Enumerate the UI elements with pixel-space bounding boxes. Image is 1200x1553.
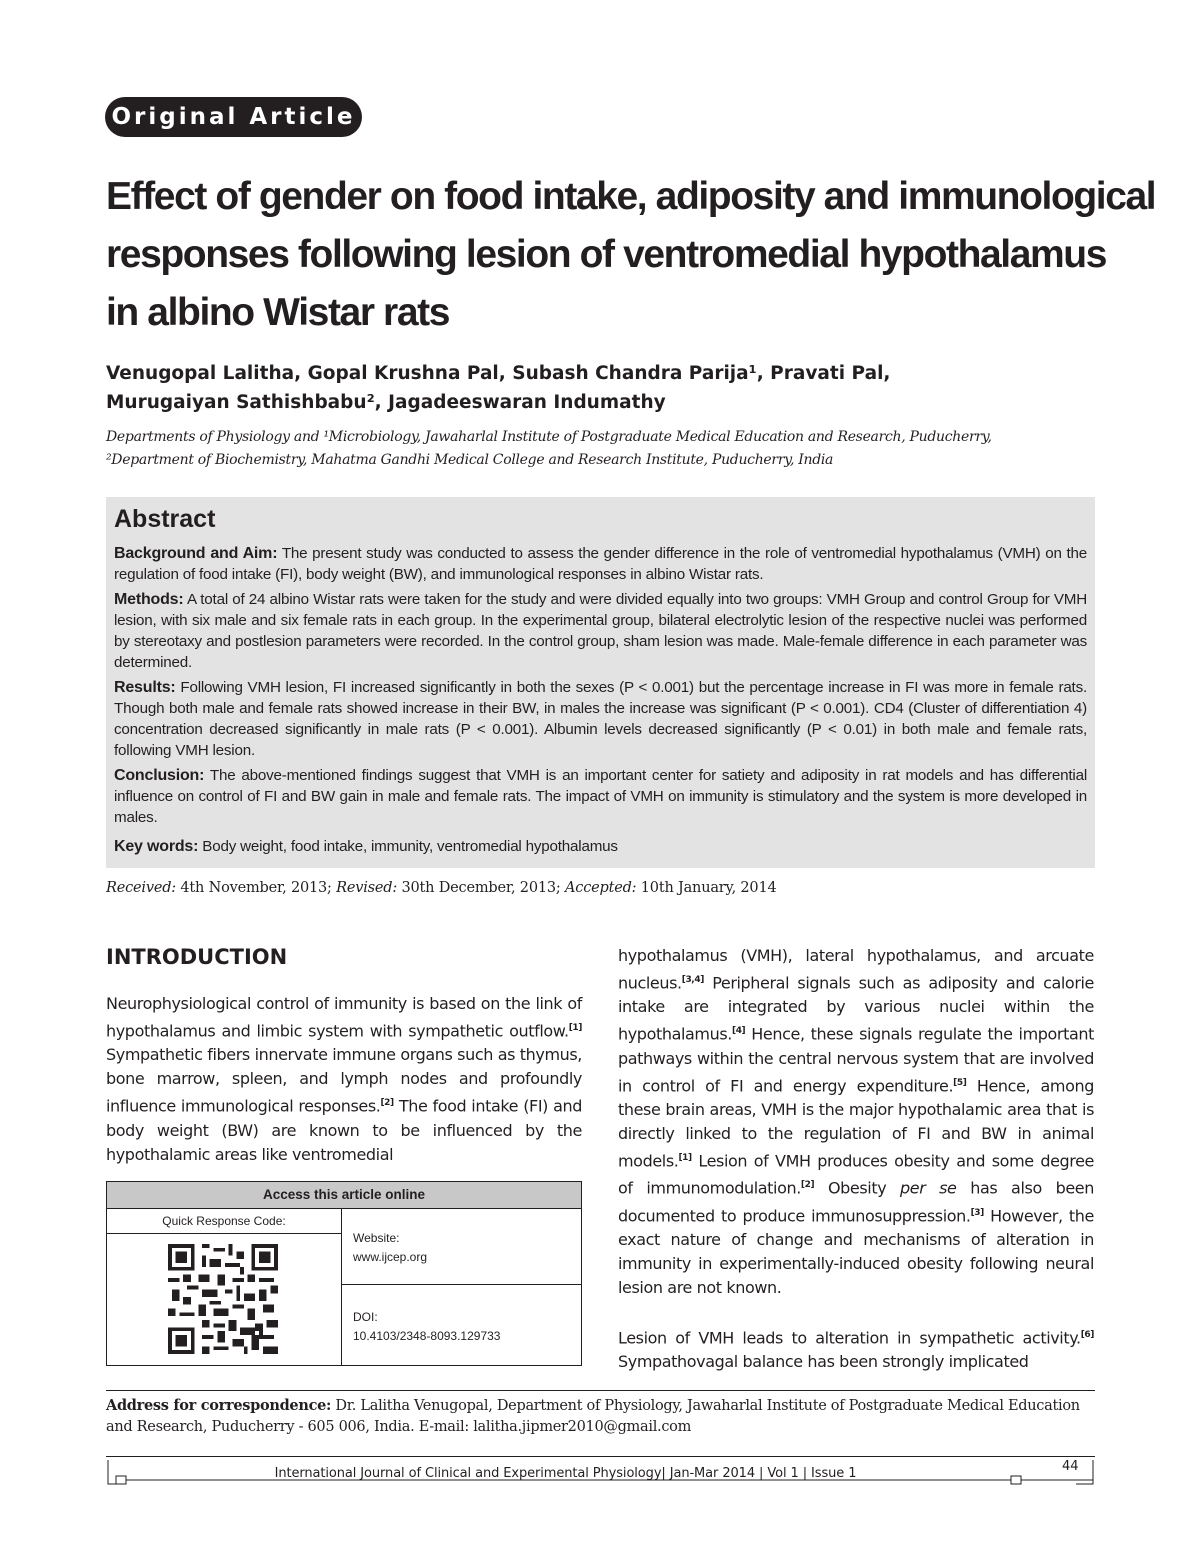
body-text: The food intake (FI) and body weight (BW) are known to be influenced by the hypothalamic areas like ventromedial: [106, 1096, 582, 1164]
citation[interactable]: [4]: [731, 1026, 746, 1037]
body-text: Sympathovagal balance has been strongly implicated: [618, 1352, 1029, 1372]
abstract-results: [114, 677, 1087, 761]
abstract-text: Body weight, food intake, immunity, ventromedial hypothalamus: [198, 838, 618, 855]
doi-label: DOI:: [353, 1310, 378, 1324]
title-line: responses following lesion of ventromedial hypothalamus: [106, 233, 1107, 276]
body-text-italic: per se: [900, 1178, 957, 1198]
body-text: Lesion of VMH produces obesity and some degree of immunomodulation.: [618, 1151, 1094, 1198]
author-line: Murugaiyan Sathishbabu², Jagadeeswaran Indumathy: [106, 392, 666, 413]
correspondence-rule: [106, 1390, 1095, 1391]
citation[interactable]: [5]: [953, 1077, 967, 1088]
date-label: Revised:: [336, 880, 398, 896]
date-value: 30th December, 2013;: [397, 880, 565, 896]
body-text: Hence, these signals regulate the important pathways within the central nervous system that are involved in control of FI and energy expenditure.: [618, 1024, 1094, 1095]
correspondence-label: Address for correspondence:: [106, 1397, 332, 1414]
body-text: Hence, among these brain areas, VMH is the major hypothalamic area that is directly linked to the regulation of FI and BW in animal models.: [618, 1075, 1094, 1171]
body-text: Lesion of VMH leads to alteration in sympathetic activity.: [618, 1328, 1081, 1348]
affiliations: [106, 426, 1106, 472]
abstract-background: [114, 543, 1087, 585]
access-article-box: [106, 1181, 582, 1366]
correspondence-text: Dr. Lalitha Venugopal, Department of Physiology, Jawaharlal Institute of Postgraduate Medical Education and Research, Puducherry - 605 006, India. E-mail: lalitha.jipmer2010@gmail.com: [106, 1398, 1080, 1435]
intro-paragraph: [106, 992, 582, 1167]
abstract-label: Background and Aim:: [114, 545, 278, 562]
publication-dates: [106, 877, 1106, 899]
abstract-label: Key words:: [114, 838, 199, 855]
page-number: 44: [1062, 1459, 1079, 1474]
qr-code-label: Quick Response Code:: [107, 1209, 341, 1234]
body-text: Neurophysiological control of immunity is based on the link of hypothalamus and limbic system with sympathetic outflow.: [106, 994, 582, 1041]
body-text: Sympathetic fibers innervate immune organs such as thymus, bone marrow, spleen, and lymph nodes and profoundly influence immunological responses.: [106, 1045, 582, 1116]
article-type-badge: Original Article: [105, 97, 362, 137]
citation[interactable]: [1]: [568, 1023, 582, 1033]
author-list: [106, 359, 1106, 417]
body-text: has also been documented to produce immunosuppression.: [618, 1178, 1094, 1225]
intro-paragraph: [618, 944, 1094, 1300]
abstract-label: Conclusion:: [114, 767, 205, 784]
citation[interactable]: [2]: [800, 1180, 815, 1191]
box-divider: [342, 1284, 581, 1285]
title-line: in albino Wistar rats: [106, 291, 449, 334]
abstract-keywords: [114, 836, 1087, 857]
correspondence-address: [106, 1395, 1095, 1438]
body-text: Peripheral signals such as adiposity and calorie intake are integrated by various nuclei within the hypothalamus.: [618, 973, 1094, 1044]
journal-footer: International Journal of Clinical and Experimental Physiology| Jan-Mar 2014 | Vol 1 | Issue 1: [274, 1466, 857, 1481]
abstract-text: The present study was conducted to assess the gender difference in the role of ventromedial hypothalamus (VMH) on the regulation of food intake (FI), body weight (BW), and immunological responses in albino Wistar rats.: [114, 545, 1087, 583]
abstract-text: A total of 24 albino Wistar rats were taken for the study and were divided equally into two groups: VMH Group and control Group for VMH lesion, with six male and six female rats in each group. In the experimental group, bilateral electrolytic lesion of the respective nuclei was performed by stereotaxy and postlesion parameters were recorded. In the control group, sham lesion was made. Male-female difference in each parameter was determined.: [114, 591, 1087, 671]
box-divider: [341, 1209, 342, 1366]
abstract-label: Methods:: [114, 591, 184, 608]
website-label: Website:: [353, 1231, 400, 1245]
doi-info: [353, 1308, 500, 1346]
abstract-text: The above-mentioned findings suggest that VMH is an important center for satiety and adiposity in rat models and has differential influence on control of FI and BW gain in male and female rats. The impact of VMH on immunity is stimulatory and the system is more developed in males.: [114, 767, 1087, 826]
affiliation-line: Departments of Physiology and ¹Microbiology, Jawaharlal Institute of Postgraduate Medical Education and Research, Puducherry,: [106, 429, 992, 445]
abstract-box: [106, 497, 1095, 868]
author-line: Venugopal Lalitha, Gopal Krushna Pal, Subash Chandra Parija¹, Pravati Pal,: [106, 363, 891, 384]
date-value: 4th November, 2013;: [175, 880, 337, 896]
abstract-conclusion: [114, 765, 1087, 828]
section-heading-introduction: INTRODUCTION: [106, 945, 288, 969]
date-label: Received:: [106, 880, 176, 896]
citation[interactable]: [1]: [678, 1152, 692, 1163]
body-text: hypothalamus (VMH), lateral hypothalamus, and arcuate nucleus.: [618, 946, 1094, 993]
title-line: Effect of gender on food intake, adiposity and immunological: [106, 175, 1156, 218]
body-text: However, the exact nature of change and mechanisms of alteration in immunity in experimentally-induced obesity following neural lesion are not known.: [618, 1205, 1094, 1297]
article-title: [106, 168, 1156, 342]
citation[interactable]: [2]: [380, 1098, 394, 1109]
intro-paragraph: [618, 1323, 1094, 1374]
qr-code-icon[interactable]: [168, 1244, 278, 1354]
abstract-methods: [114, 589, 1087, 673]
affiliation-line: ²Department of Biochemistry, Mahatma Gandhi Medical College and Research Institute, Puducherry, India: [106, 452, 834, 468]
body-text: Obesity: [814, 1178, 900, 1198]
website-link[interactable]: www.ijcep.org: [353, 1250, 428, 1264]
date-value: 10th January, 2014: [636, 880, 777, 896]
citation[interactable]: [3,4]: [681, 975, 704, 985]
citation[interactable]: [3]: [970, 1207, 984, 1218]
abstract-text: Following VMH lesion, FI increased significantly in both the sexes (P < 0.001) but the percentage increase in FI was more in female rats. Though both male and female rats showed increase in their BW, in males the increase was significant (P < 0.001). CD4 (Cluster of differentiation 4) concentration decreased significantly in male rats (P < 0.001). Albumin levels decreased significantly (P < 0.01) in both male and female rats, following VMH lesion.: [114, 679, 1087, 759]
abstract-label: Results:: [114, 679, 176, 696]
website-info: [353, 1229, 427, 1267]
doi-link[interactable]: 10.4103/2348-8093.129733: [353, 1329, 501, 1343]
date-label: Accepted:: [565, 880, 637, 896]
abstract-heading: Abstract: [114, 505, 216, 533]
access-box-heading: Access this article online: [107, 1182, 581, 1209]
citation[interactable]: [6]: [1080, 1330, 1094, 1340]
